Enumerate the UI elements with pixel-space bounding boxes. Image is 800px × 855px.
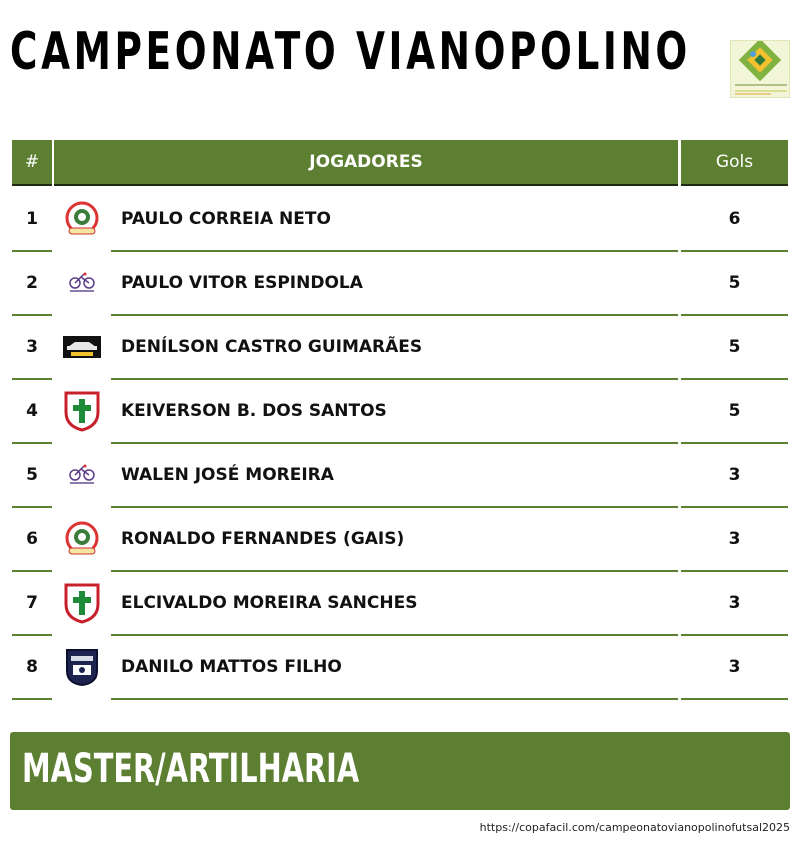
player-name: PAULO CORREIA NETO [121,209,331,229]
championship-logo [730,40,790,98]
team-badge [60,444,104,506]
team-badge [60,316,104,378]
player-goals: 3 [728,657,741,677]
team-badge [60,252,104,314]
scorers-table [12,140,788,700]
row-rank: 7 [26,593,38,613]
team-badge [60,636,104,698]
vianopolis-logo-icon [731,41,791,99]
team-badge [60,572,104,634]
new-car-badge-icon [63,336,101,358]
player-name: PAULO VITOR ESPINDOLA [121,273,363,293]
player-name: DENÍLSON CASTRO GUIMARÃES [121,337,423,357]
cycling-badge-icon [66,271,98,295]
player-name: RONALDO FERNANDES (GAIS) [121,529,405,549]
escolinha-badge-icon [64,201,100,237]
category-title: MASTER/ARTILHARIA [22,746,360,792]
team-badge [60,188,104,250]
source-url: https://copafacil.com/campeonatovianopolinofutsal2025 [479,821,790,834]
player-goals: 3 [728,465,741,485]
rank-column-header: # [12,140,52,186]
table-row [12,316,788,380]
dark-crest-badge-icon [64,647,100,687]
player-name: WALEN JOSÉ MOREIRA [121,465,334,485]
row-rank: 2 [26,273,38,293]
table-row [12,252,788,316]
row-rank: 6 [26,529,38,549]
category-banner [10,732,790,810]
team-badge [60,380,104,442]
table-row [12,380,788,444]
cycling-badge-icon [66,463,98,487]
player-goals: 3 [728,529,741,549]
table-row [12,444,788,508]
player-goals: 5 [728,273,741,293]
team-badge [60,508,104,570]
row-rank: 1 [26,209,38,229]
player-goals: 5 [728,337,741,357]
player-column-header: JOGADORES [54,140,678,186]
portuguesa-shield-icon [64,390,100,432]
player-name: DANILO MATTOS FILHO [121,657,342,677]
page-title: CAMPEONATO VIANOPOLINO [10,22,691,82]
row-rank: 3 [26,337,38,357]
player-goals: 5 [728,401,741,421]
player-name: ELCIVALDO MOREIRA SANCHES [121,593,418,613]
player-name: KEIVERSON B. DOS SANTOS [121,401,387,421]
table-row [12,508,788,572]
row-rank: 5 [26,465,38,485]
row-rank: 8 [26,657,38,677]
player-goals: 3 [728,593,741,613]
portuguesa-shield-icon [64,582,100,624]
table-row [12,636,788,700]
table-row [12,188,788,252]
row-rank: 4 [26,401,38,421]
table-row [12,572,788,636]
player-goals: 6 [728,209,741,229]
escolinha-badge-icon [64,521,100,557]
table-header [12,140,788,188]
goals-column-header: Gols [681,140,788,186]
